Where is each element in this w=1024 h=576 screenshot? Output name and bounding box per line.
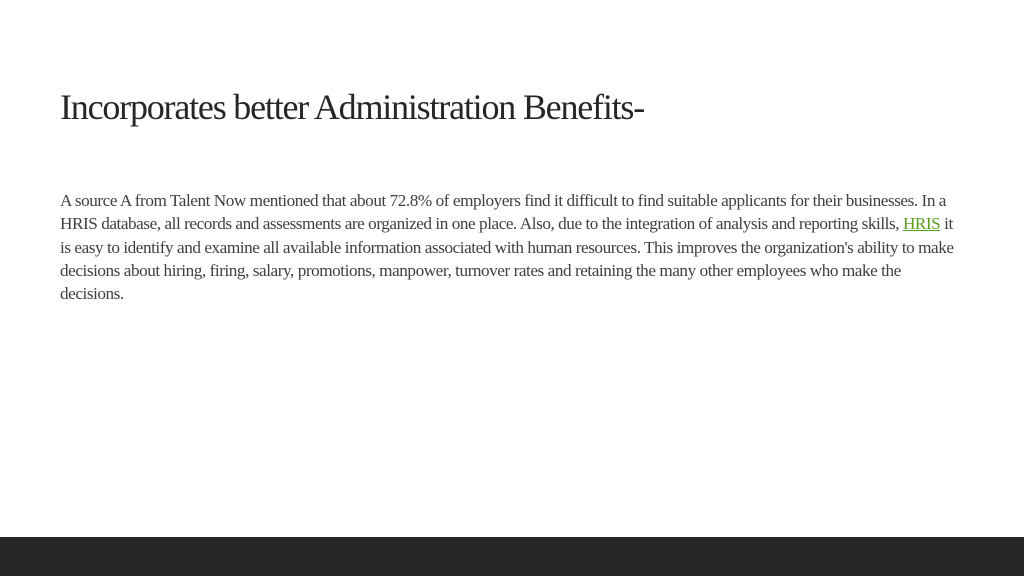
body-text-after-link: it is easy to identify and examine all available information associated with human resources. This improves the organization's ability to make decisions about hiring, firing, salary, promotions, manpower, turnover rates and retaining the many other employees who make the decisions. [60,214,954,304]
slide-body-paragraph [60,189,960,305]
slide-title: Incorporates better Administration Benefits- [60,87,645,127]
footer-bar [0,537,1024,576]
body-text-before-link: A source A from Talent Now mentioned that about 72.8% of employers find it difficult to find suitable applicants for their businesses. In a HRIS database, all records and assessments are organized in one place. Also, due to the integration of analysis and reporting skills, [60,191,946,234]
hris-link[interactable]: HRIS [902,214,941,234]
